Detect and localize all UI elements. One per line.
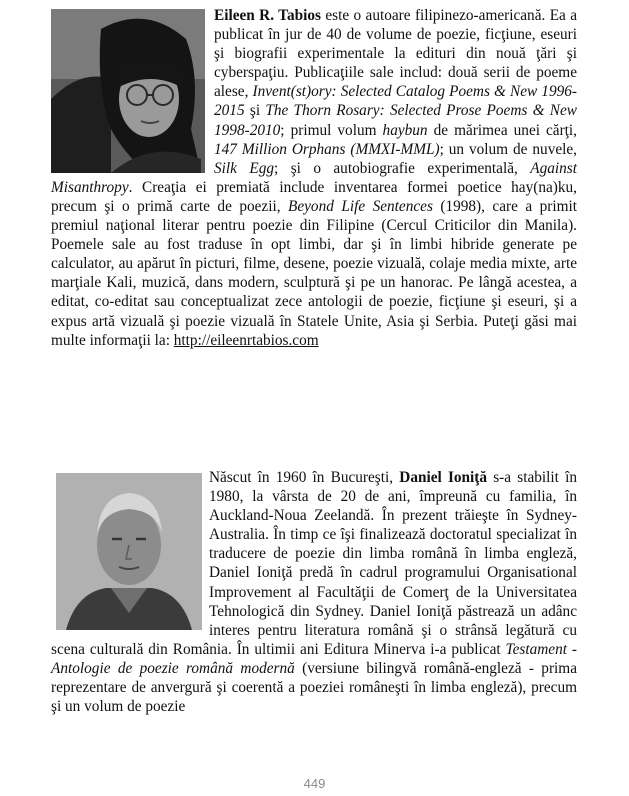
bio-text: (versiune bilingvă română-engleză - prima reprezentare de anvergură şi coerentă a poeziei româneşti în limba engleză), precum şi un volum de poezie bbox=[51, 659, 577, 716]
author-website-link[interactable]: http://eileenrtabios.com bbox=[173, 331, 319, 349]
eileen-tabios-photo bbox=[51, 9, 205, 173]
book-title: 147 Million Orphans (MMXI-MML) bbox=[214, 140, 440, 158]
bio-eileen-tabios bbox=[51, 6, 577, 350]
book-title: Testament - Antologie de poezie română modernă bbox=[51, 640, 577, 677]
daniel-ionita-photo bbox=[56, 473, 202, 630]
book-title: Silk Egg bbox=[214, 159, 275, 177]
book-title: Beyond Life Sentences bbox=[288, 197, 433, 215]
bio-text: . Creaţia ei premiată include inventarea formei poetice hay(na)ku, precum şi o primă carte de poezii, bbox=[51, 178, 577, 215]
book-title: Invent(st)ory: Selected Catalog Poems & New 1996-2015 bbox=[214, 83, 577, 120]
bio-text: ; şi o autobiografie experimentală, bbox=[274, 159, 531, 177]
bio-text: este o autoare filipinezo-americană. Ea a publicat în jur de 40 de volume de poezie, ficţiune, eseuri şi biografii experimentale la edituri din nouă ţări şi cyberspaţiu. Publicaţiile sale includ: două serii de poeme alese, bbox=[214, 7, 578, 101]
bio-text: Născut în 1960 în Bucureşti, bbox=[209, 469, 400, 486]
bio-text: ; un volum de nuvele, bbox=[439, 140, 578, 158]
book-title: haybun bbox=[382, 121, 428, 139]
bio-text: ; primul volum bbox=[280, 121, 383, 139]
book-title: The Thorn Rosary: Selected Prose Poems & New 1998-2010 bbox=[214, 102, 577, 139]
page-number: 449 bbox=[303, 776, 326, 791]
author-name-eileen: Eileen R. Tabios bbox=[214, 7, 321, 24]
bio-text: s-a stabilit în 1980, la vârsta de 20 de ani, împreună cu familia, în Auckland-Noua Zeelandă. În prezent trăieşte în Sydney-Australia. În timp ce îşi finalizează doctoratul specializat în traducere de poezie din limba română în limba engleză, Daniel Ioniţă predă în cadrul programului Organisational Improvement al Facultăţii de Comerţ de la Universitatea Tehnologică din Sydney. Daniel Ioniţă păstrează un adânc interes pentru literatura română şi o strânsă legătură cu scena culturală din România. În ultimii ani Editura Minerva i-a publicat bbox=[51, 469, 577, 658]
bio-text: de mărimea unei cărţi, bbox=[427, 121, 578, 139]
book-title: Against Misanthropy bbox=[51, 159, 578, 196]
bio-daniel-ionita bbox=[51, 468, 577, 716]
bio-text: (1998), care a primit premiul naţional literar pentru poezie din Filipine (Cercul Criticilor din Manila). Poemele sale au fost traduse în opt limbi, dar şi în limbi hibride generate pe calculator, au apărut în picturi, filme, desene, poezie vizuală, colaje media mixte, arte marţiale Kali, muzică, dans modern, sculptură şi pe un hanorac. Pe lângă acestea, a editat, co-editat sau conceptualizat zece antologii de poezie, ficţiune şi eseuri, şi a expus artă vizuală şi poezie vizuală în Statele Unite, Asia şi Serbia. Puteţi găsi mai multe informaţii la: bbox=[51, 197, 578, 349]
bio-text: şi bbox=[244, 102, 266, 120]
author-name-daniel: Daniel Ioniţă bbox=[399, 469, 488, 486]
